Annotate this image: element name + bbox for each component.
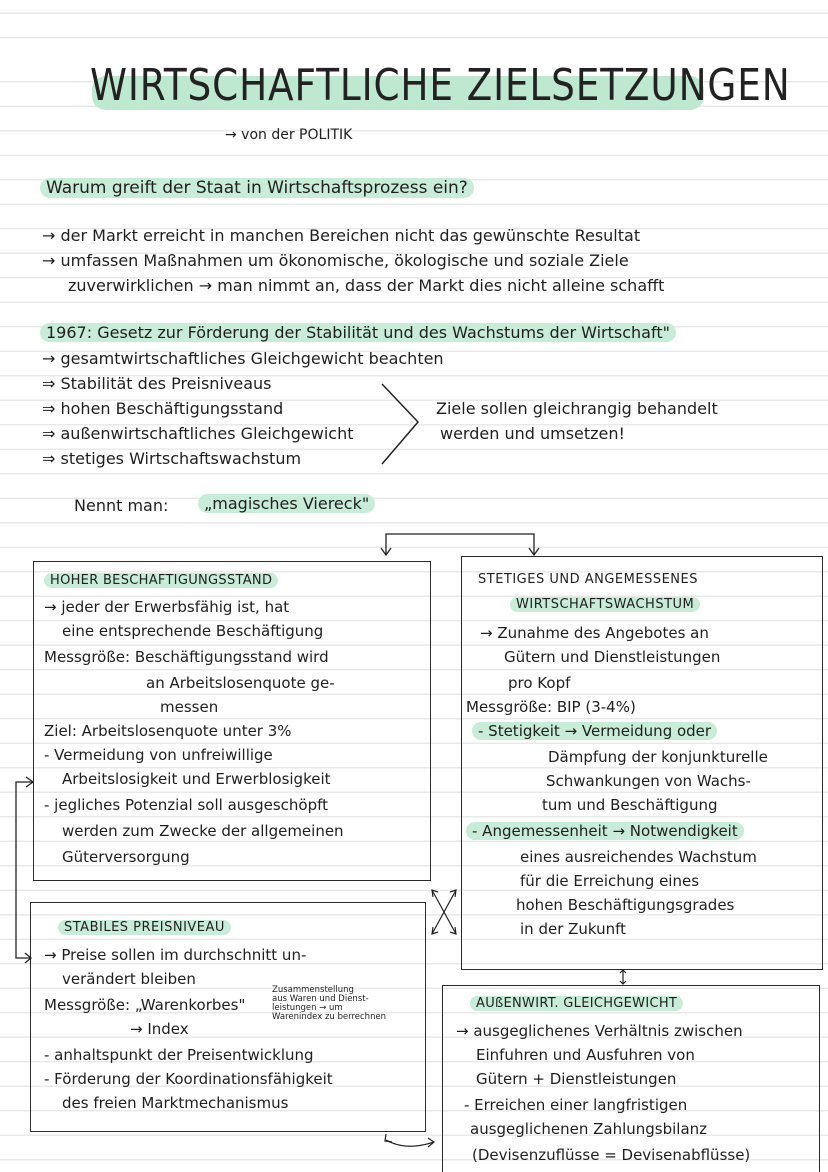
box-external-title: AUßENWIRT. GLEICHGEWICHT xyxy=(470,996,683,1011)
question xyxy=(40,178,474,198)
growth-line-9: - Angemessenheit → Notwendigkeit xyxy=(466,822,744,840)
growth-line-13: in der Zukunft xyxy=(520,920,627,938)
brace-icon xyxy=(378,380,428,470)
price-line-3: Messgröße: „Warenkorbes" xyxy=(44,996,246,1014)
magic-name-wrap xyxy=(198,494,375,513)
box-growth-title-2-wrap xyxy=(510,597,700,612)
goal-5: ⇒ stetiges Wirtschaftswachstum xyxy=(42,449,302,468)
law-text: 1967: Gesetz zur Förderung der Stabilität und des Wachstums der Wirtschaft" xyxy=(40,323,676,342)
brace-note-1: Ziele sollen gleichrangig behandelt xyxy=(436,399,718,418)
magic-prefix: Nennt man: xyxy=(74,496,169,515)
growth-line-5-wrap xyxy=(472,722,717,740)
price-note-4: Warenindex zu berrechnen xyxy=(272,1012,387,1022)
left-connector-icon xyxy=(8,770,38,970)
reason-3: zuverwirklichen → man nimmt an, dass der Markt dies nicht alleine schafft xyxy=(68,276,665,295)
goal-3: ⇒ hohen Beschäftigungsstand xyxy=(42,399,284,418)
brace-note-2: werden und umsetzen! xyxy=(440,424,625,443)
price-line-2: verändert bleiben xyxy=(62,970,196,988)
growth-line-12: hohen Beschäftigungsgrades xyxy=(516,896,735,914)
employment-line-8: Arbeitslosigkeit und Erwerblosigkeit xyxy=(62,770,331,788)
price-line-6: - Förderung der Koordinationsfähigkeit xyxy=(44,1070,333,1088)
box-external-title-wrap xyxy=(470,996,683,1011)
employment-line-4: an Arbeitslosenquote ge- xyxy=(146,674,335,692)
price-line-4: → Index xyxy=(130,1020,189,1038)
employment-line-6: Ziel: Arbeitslosenquote unter 3% xyxy=(44,722,292,740)
growth-line-11: für die Erreichung eines xyxy=(520,872,700,890)
box-employment-title-wrap xyxy=(44,573,278,588)
goal-1: → gesamtwirtschaftliches Gleichgewicht beachten xyxy=(42,349,444,368)
goal-2: ⇒ Stabilität des Preisniveaus xyxy=(42,374,272,393)
price-note-2: aus Waren und Dienst- xyxy=(272,994,369,1004)
goal-4: ⇒ außenwirtschaftliches Gleichgewicht xyxy=(42,424,354,443)
growth-line-8: tum und Beschäftigung xyxy=(542,796,718,814)
box-employment-title: HOHER BESCHAFTIGUNGSSTAND xyxy=(44,573,278,588)
employment-line-10: werden zum Zwecke der allgemeinen xyxy=(62,822,344,840)
price-line-7: des freien Marktmechanismus xyxy=(62,1094,289,1112)
external-line-4: - Erreichen einer langfristigen xyxy=(464,1096,688,1114)
employment-line-5: messen xyxy=(160,698,219,716)
reason-2: → umfassen Maßnahmen um ökonomische, ökologische und soziale Ziele xyxy=(42,251,629,270)
growth-line-4: Messgröße: BIP (3-4%) xyxy=(466,698,636,716)
updown-arrow-icon xyxy=(616,968,630,986)
external-line-1: → ausgeglichenes Verhältnis zwischen xyxy=(456,1022,743,1040)
box-growth-title-2: WIRTSCHAFTSWACHSTUM xyxy=(510,597,700,612)
external-line-6: (Devisenzuflüsse = Devisenabflüsse) xyxy=(472,1146,751,1164)
law-line xyxy=(40,323,676,342)
growth-line-10: eines ausreichendes Wachstum xyxy=(520,848,757,866)
growth-line-2: Gütern und Dienstleistungen xyxy=(504,648,721,666)
external-line-3: Gütern + Dienstleistungen xyxy=(476,1070,677,1088)
page-title: WIRTSCHAFTLICHE ZIELSETZUNGEN xyxy=(90,60,791,111)
growth-line-6: Dämpfung der konjunkturelle xyxy=(548,748,768,766)
box-price-title-wrap xyxy=(58,920,231,935)
employment-line-9: - jegliches Potenzial soll ausgeschöpft xyxy=(44,796,328,814)
growth-line-5: - Stetigkeit → Vermeidung oder xyxy=(472,722,717,740)
growth-line-7: Schwankungen von Wachs- xyxy=(546,772,751,790)
external-line-2: Einfuhren und Ausfuhren von xyxy=(476,1046,695,1064)
box-growth-title-1: STETIGES UND ANGEMESSENES xyxy=(478,572,698,587)
growth-line-9-wrap xyxy=(466,822,744,840)
price-line-1: → Preise sollen im durchschnitt un- xyxy=(44,946,307,964)
employment-line-11: Güterversorgung xyxy=(62,848,190,866)
price-note-3: leistungen → um xyxy=(272,1003,343,1013)
price-note-1: Zusammenstellung xyxy=(272,985,354,995)
box-price-title: STABILES PREISNIVEAU xyxy=(58,920,231,935)
reason-1: → der Markt erreicht in manchen Bereichen nicht das gewünschte Resultat xyxy=(42,226,641,245)
employment-line-2: eine entsprechende Beschäftigung xyxy=(62,622,324,640)
employment-line-7: - Vermeidung von unfreiwillige xyxy=(44,746,273,764)
employment-line-3: Messgröße: Beschäftigungsstand wird xyxy=(44,648,329,666)
question-text: Warum greift der Staat in Wirtschaftsprozess ein? xyxy=(40,178,474,198)
bottom-connector-icon xyxy=(380,1130,440,1154)
growth-line-1: → Zunahme des Angebotes an xyxy=(480,624,709,642)
employment-line-1: → jeder der Erwerbsfähig ist, hat xyxy=(44,598,290,616)
magic-name: „magisches Viereck" xyxy=(198,494,375,513)
cross-arrows-icon xyxy=(426,884,462,940)
subtitle: → von der POLITIK xyxy=(225,127,353,143)
price-line-5: - anhaltspunkt der Preisentwicklung xyxy=(44,1046,314,1064)
growth-line-3: pro Kopf xyxy=(508,674,571,692)
external-line-5: ausgeglichenen Zahlungsbilanz xyxy=(470,1120,708,1138)
